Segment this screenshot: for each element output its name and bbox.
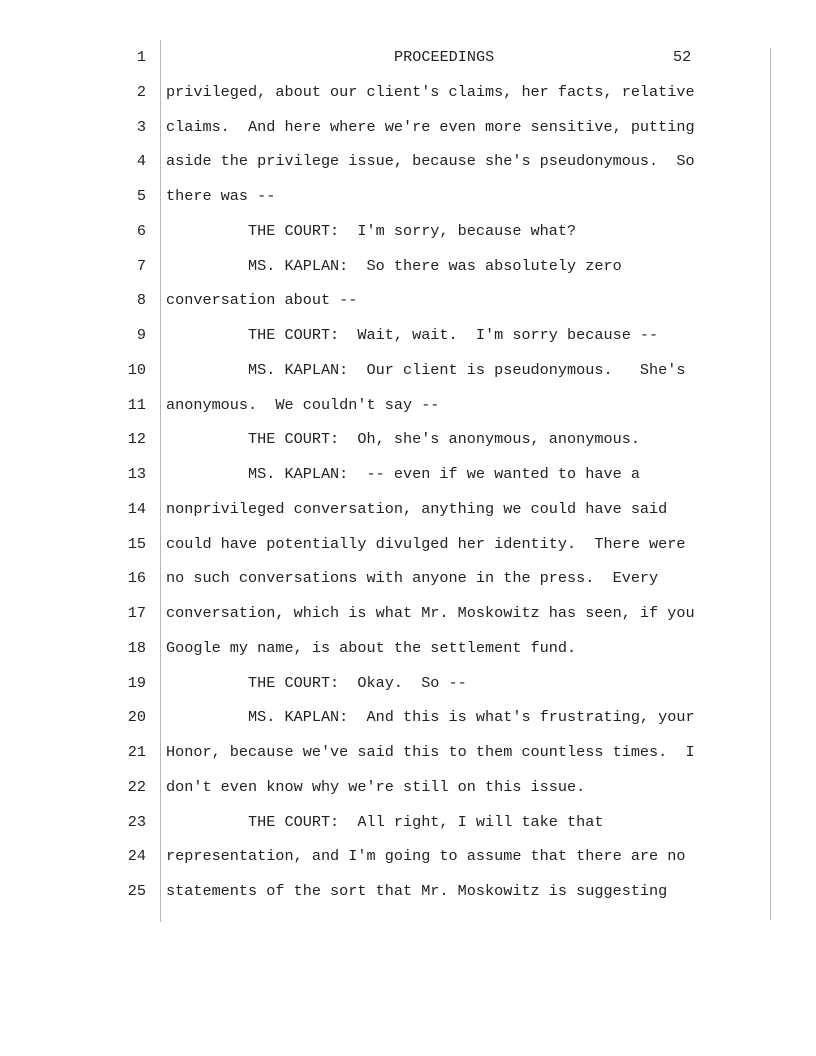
line-text: there was -- — [166, 187, 276, 205]
page-header-title: PROCEEDINGS — [394, 48, 495, 66]
transcript-line-12 — [0, 422, 816, 457]
transcript-line-17 — [0, 596, 816, 631]
line-text: claims. And here where we're even more sensitive, putting — [166, 117, 695, 136]
line-number: 6 — [136, 221, 146, 240]
page-number: 52 — [673, 48, 692, 66]
transcript-line-19 — [0, 666, 816, 701]
transcript-line-13 — [0, 457, 816, 492]
line-text: THE COURT: All right, I will take that — [166, 812, 604, 831]
line-number: 24 — [127, 847, 146, 866]
line-text: nonprivileged conversation, anything we could have said — [166, 499, 668, 518]
transcript-line-23 — [0, 805, 816, 840]
line-number: 20 — [127, 708, 146, 727]
transcript-line-8 — [0, 283, 816, 318]
line-number: 4 — [136, 152, 146, 171]
line-number: 17 — [127, 604, 146, 622]
transcript-line-9 — [0, 318, 816, 353]
line-number: 9 — [136, 326, 146, 344]
line-text: THE COURT: Oh, she's anonymous, anonymous. — [166, 430, 640, 449]
line-text: Google my name, is about the settlement fund. — [166, 638, 577, 657]
transcript-line-2 — [0, 75, 816, 110]
line-number: 3 — [136, 117, 146, 136]
line-number: 5 — [136, 187, 146, 205]
line-text: privileged, about our client's claims, her facts, relative — [166, 82, 695, 101]
line-text: Honor, because we've said this to them countless times. I — [166, 743, 695, 761]
line-text: conversation, which is what Mr. Moskowitz has seen, if you — [166, 604, 695, 622]
line-text: anonymous. We couldn't say -- — [166, 395, 440, 414]
transcript-line-11 — [0, 388, 816, 423]
transcript-line-7 — [0, 249, 816, 284]
transcript-line-18 — [0, 631, 816, 666]
transcript-line-1 — [0, 40, 816, 75]
line-text: MS. KAPLAN: -- even if we wanted to have a — [166, 465, 640, 483]
line-text: THE COURT: Wait, wait. I'm sorry because -- — [166, 326, 659, 344]
line-number: 23 — [127, 812, 146, 831]
line-number: 25 — [127, 882, 146, 900]
transcript-line-16 — [0, 561, 816, 596]
transcript-line-24 — [0, 839, 816, 874]
transcript-line-21 — [0, 735, 816, 770]
line-text: MS. KAPLAN: And this is what's frustrating, your — [166, 708, 695, 727]
line-text: aside the privilege issue, because she's pseudonymous. So — [166, 152, 695, 171]
line-text: don't even know why we're still on this issue. — [166, 777, 586, 796]
transcript-line-4 — [0, 144, 816, 179]
transcript-line-10 — [0, 353, 816, 388]
line-text: no such conversations with anyone in the press. Every — [166, 569, 659, 588]
line-number: 15 — [127, 534, 146, 553]
transcript-line-15 — [0, 527, 816, 562]
transcript-line-22 — [0, 770, 816, 805]
transcript-line-5 — [0, 179, 816, 214]
transcript-line-3 — [0, 110, 816, 145]
line-text: THE COURT: I'm sorry, because what? — [166, 221, 577, 240]
transcript-lines — [0, 40, 816, 909]
line-number: 14 — [127, 499, 146, 518]
line-number: 1 — [136, 48, 146, 66]
line-number: 10 — [127, 360, 146, 379]
line-number: 18 — [127, 638, 146, 657]
line-text: THE COURT: Okay. So -- — [166, 673, 467, 692]
line-text: MS. KAPLAN: So there was absolutely zero — [166, 256, 622, 275]
line-number: 21 — [127, 743, 146, 761]
line-text: MS. KAPLAN: Our client is pseudonymous. She's — [166, 360, 686, 379]
line-number: 16 — [127, 569, 146, 588]
transcript-line-6 — [0, 214, 816, 249]
line-number: 19 — [127, 673, 146, 692]
transcript-line-20 — [0, 700, 816, 735]
line-text: conversation about -- — [166, 291, 358, 310]
line-number: 8 — [136, 291, 146, 310]
line-number: 12 — [127, 430, 146, 449]
line-text: could have potentially divulged her identity. There were — [166, 534, 686, 553]
line-number: 7 — [136, 256, 146, 275]
line-text: statements of the sort that Mr. Moskowitz is suggesting — [166, 882, 668, 900]
transcript-line-25 — [0, 874, 816, 909]
line-number: 11 — [127, 395, 146, 414]
line-text: representation, and I'm going to assume that there are no — [166, 847, 686, 866]
line-number: 13 — [127, 465, 146, 483]
line-number: 22 — [127, 777, 146, 796]
line-number: 2 — [136, 82, 146, 101]
transcript-line-14 — [0, 492, 816, 527]
